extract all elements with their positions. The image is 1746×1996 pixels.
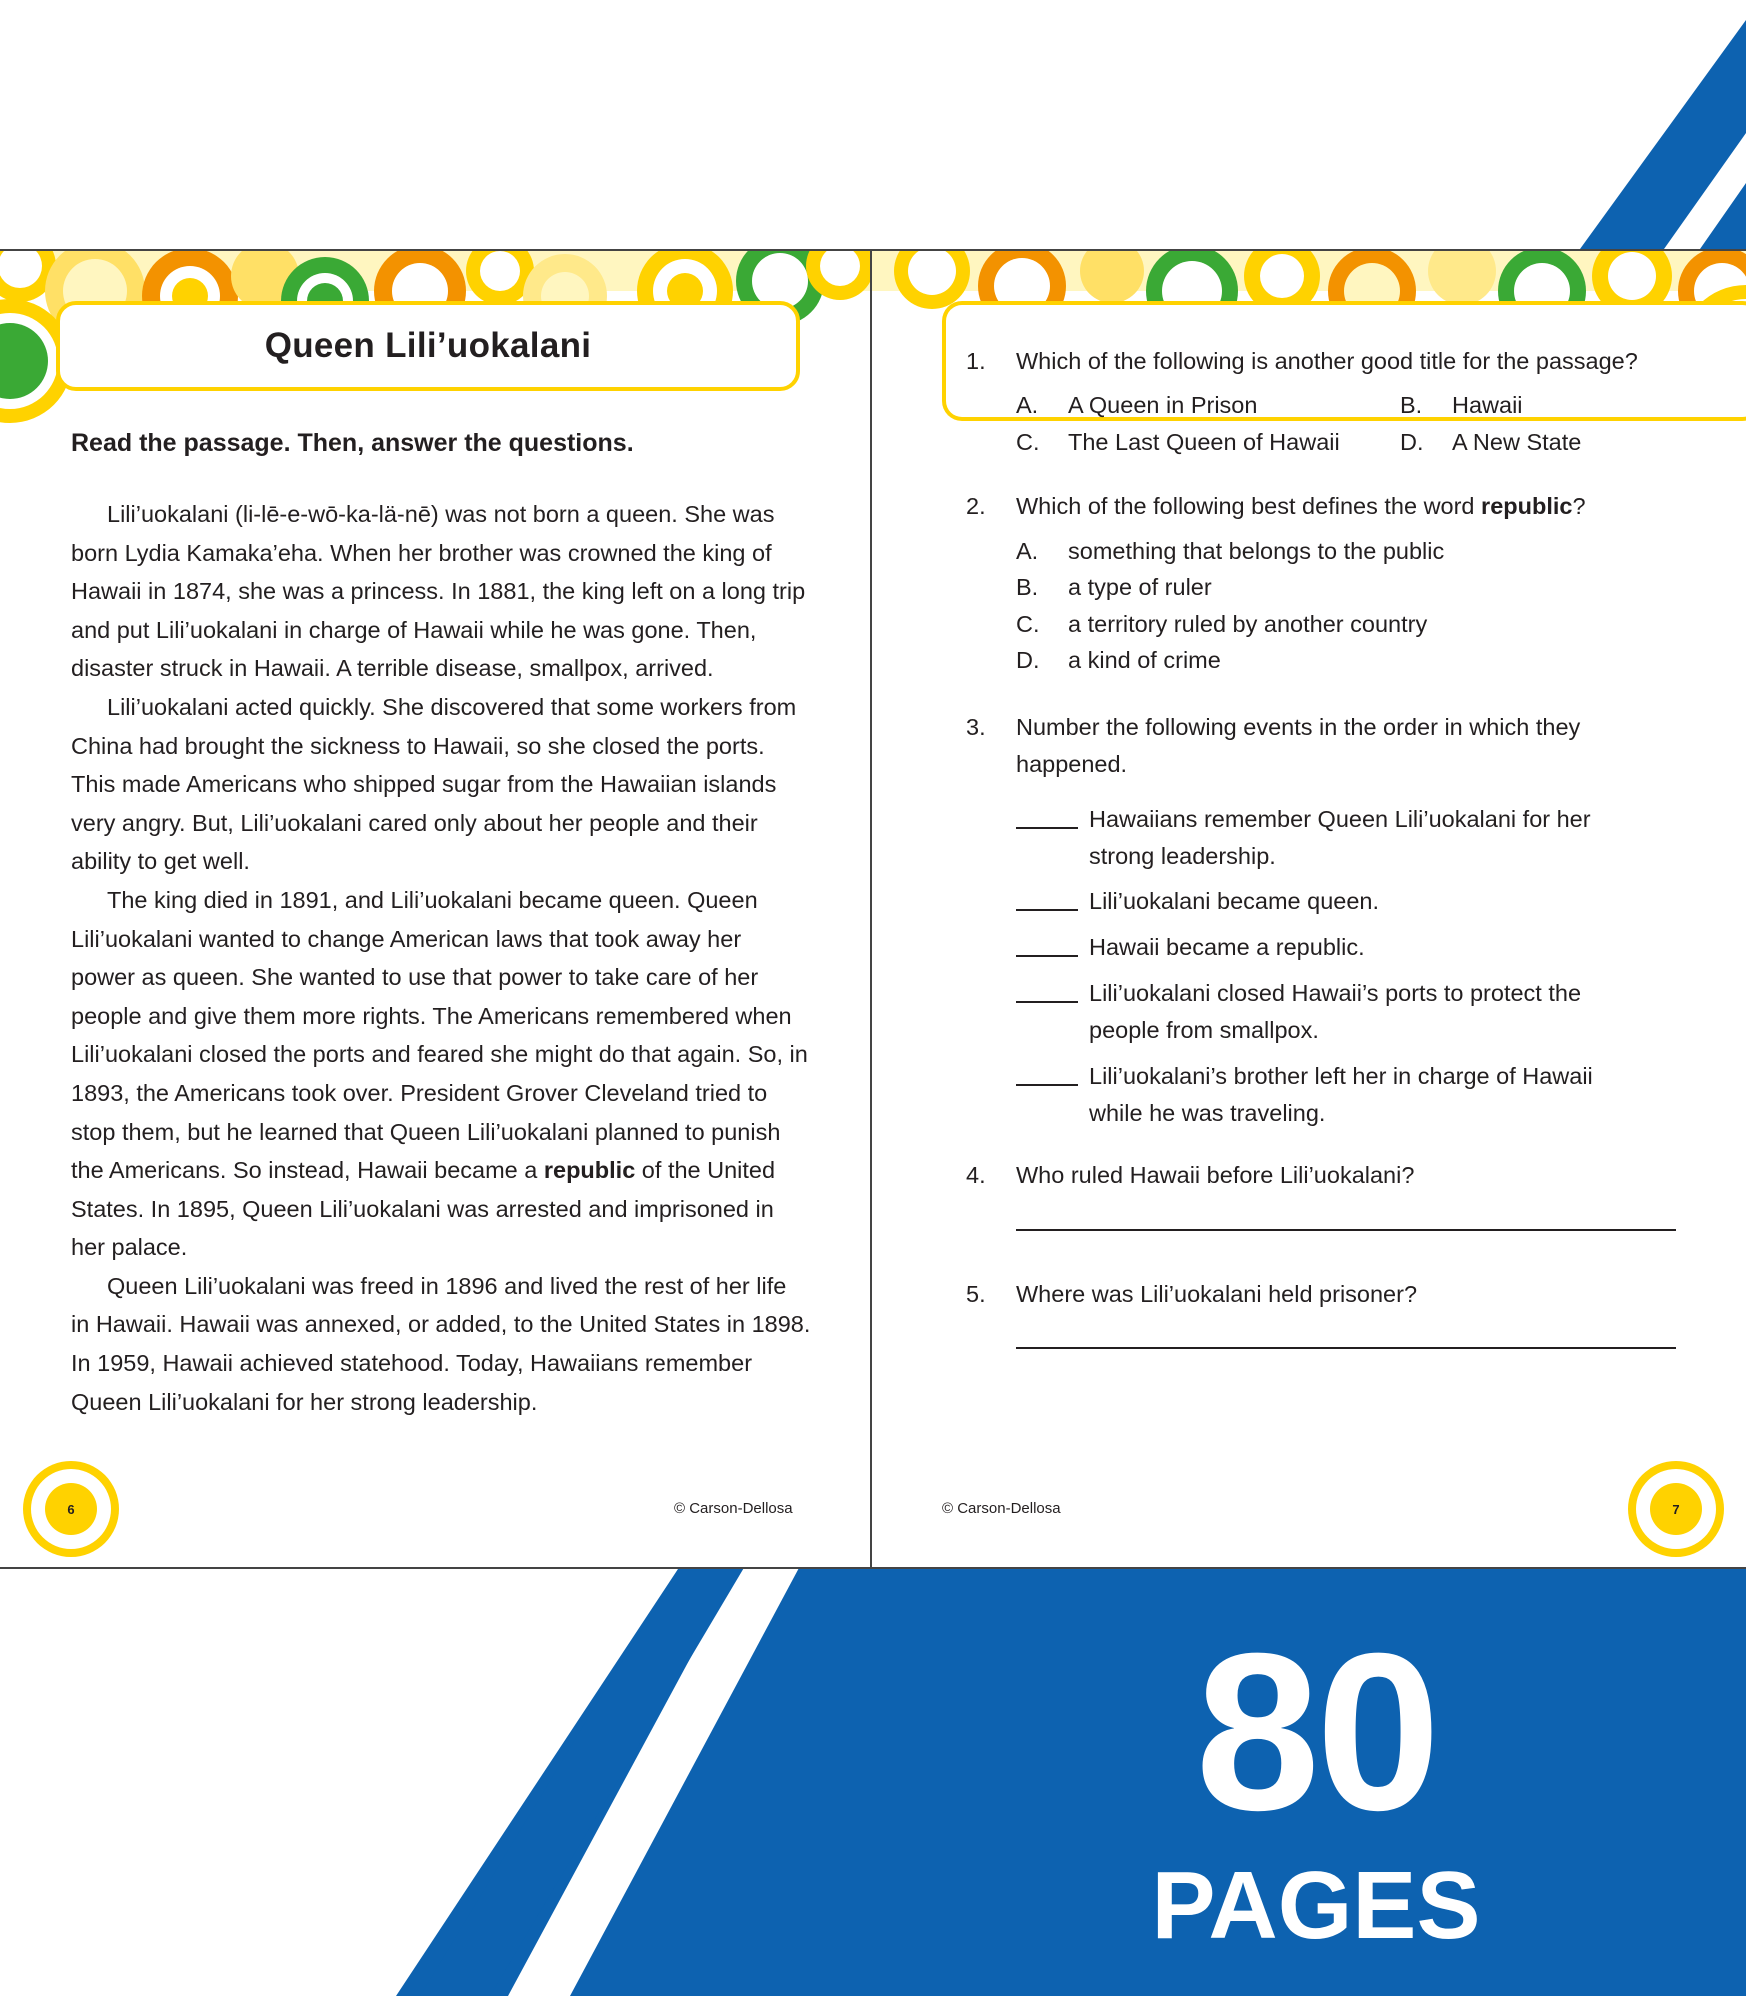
question-2-number: 2.: [966, 493, 986, 519]
question-5-text: Where was Lili’uokalani held prisoner?: [1016, 1281, 1418, 1307]
question-3-text: Number the following events in the order in which they happened.: [1016, 714, 1581, 777]
q2-bold-word: republic: [1481, 493, 1573, 519]
option-text: a type of ruler: [1068, 574, 1212, 600]
paragraph-3-text-b: of the United States. In 1895, Queen Lili’uokalani was arrested and imprisoned in her palace.: [71, 1157, 776, 1261]
q2-text-a: Which of the following best defines the word: [1016, 493, 1482, 519]
passage-paragraph-1: Lili’uokalani (li-lē-e-wō-ka-lä-nē) was not born a queen. She was born Lydia Kamaka’eha. When her brother was crowned the king of Hawaii in 1874, she was a princess. In 1881, the king left on a long trip and put Lili’uokalani in charge of Hawaii while he was gone. Then, disaster struck in Hawaii. A terrible disease, smallpox, arrived.: [71, 501, 806, 682]
page-count-label: PAGES: [1151, 1852, 1481, 1959]
option-text: The Last Queen of Hawaii: [1068, 429, 1340, 455]
option-text: A Queen in Prison: [1068, 392, 1258, 418]
option-text: A New State: [1452, 429, 1582, 455]
option-text: a kind of crime: [1068, 647, 1221, 673]
question-1-text: Which of the following is another good title for the passage?: [1016, 348, 1638, 374]
option-letter: B.: [1016, 574, 1039, 600]
question-1-number: 1.: [966, 348, 986, 374]
page-number-badge-right: [1628, 1461, 1724, 1557]
copyright-left: © Carson-Dellosa: [674, 1500, 793, 1517]
question-4-text: Who ruled Hawaii before Lili’uokalani?: [1016, 1162, 1415, 1188]
option-text: Hawaii: [1452, 392, 1523, 418]
question-3-number: 3.: [966, 714, 986, 740]
option-letter: C.: [1016, 611, 1040, 637]
q1-option-d[interactable]: [1400, 427, 1581, 457]
passage-paragraph-2: Lili’uokalani acted quickly. She discovered that some workers from China had brought the sickness to Hawaii, so she closed the ports. This made Americans who shipped sugar from the Hawaiian islands very angry. But, Lili’uokalani cared only about her people and their ability to get well.: [71, 693, 797, 875]
answer-blank[interactable]: [1016, 975, 1078, 1003]
q1-option-a[interactable]: [1016, 390, 1257, 420]
page-number-right: 7: [1650, 1483, 1702, 1535]
title-box: [56, 301, 800, 391]
option-letter: A.: [1016, 538, 1039, 564]
paragraph-3-text-a: The king died in 1891, and Lili’uokalani became queen. Queen Lili’uokalani wanted to change American laws that took away her power as queen. She wanted to use that power to take care of her people and give them more rights. The Americans remembered when Lili’uokalani closed the ports and feared she might do that again. So, in 1893, the Americans took over. President Grover Cleveland tried to stop them, but he learned that Queen Lili’uokalani planned to punish the Americans. So instead, Hawaii became a: [71, 886, 808, 1184]
answer-blank[interactable]: [1016, 883, 1078, 911]
passage: [71, 495, 811, 1421]
passage-paragraph-3: [71, 881, 811, 1267]
q2-option-b[interactable]: [1016, 572, 1212, 602]
question-2-text: [1016, 488, 1696, 525]
instructions: Read the passage. Then, answer the questions.: [71, 429, 634, 457]
option-letter: D.: [1016, 647, 1040, 673]
option-letter: C.: [1016, 429, 1040, 455]
event-text: Hawaii became a republic.: [1089, 934, 1365, 960]
q2-option-a[interactable]: [1016, 536, 1444, 566]
answer-blank[interactable]: [1016, 929, 1078, 957]
answer-blank[interactable]: [1016, 801, 1078, 829]
passage-paragraph-4: Queen Lili’uokalani was freed in 1896 and lived the rest of her life in Hawaii. Hawaii was annexed, or added, to the United States in 1898. In 1959, Hawaii achieved statehood. Today, Hawaiians remember Queen Lili’uokalani for her strong leadership.: [71, 1272, 811, 1415]
q1-option-c[interactable]: [1016, 427, 1340, 457]
q2-option-d[interactable]: [1016, 645, 1221, 675]
option-letter: D.: [1400, 429, 1424, 455]
answer-blank[interactable]: [1016, 1058, 1078, 1086]
left-page: [0, 251, 870, 1567]
q2-option-c[interactable]: [1016, 609, 1427, 639]
q5-answer-line[interactable]: [1016, 1347, 1676, 1349]
question-4-number: 4.: [966, 1162, 986, 1188]
q4-answer-line[interactable]: [1016, 1229, 1676, 1231]
paragraph-3-bold-word: republic: [543, 1157, 636, 1184]
event-text: Lili’uokalani’s brother left her in charge of Hawaii while he was traveling.: [1089, 1063, 1593, 1126]
page-number-badge-left: [23, 1461, 119, 1557]
q1-option-b[interactable]: [1400, 390, 1523, 420]
book-spread: [0, 249, 1746, 1569]
event-text: Lili’uokalani closed Hawaii’s ports to protect the people from smallpox.: [1089, 980, 1582, 1043]
option-text: a territory ruled by another country: [1068, 611, 1428, 637]
q2-text-b: ?: [1572, 493, 1586, 519]
page-number-left: 6: [45, 1483, 97, 1535]
option-text: something that belongs to the public: [1068, 538, 1445, 564]
top-right-stripe: [1580, 20, 1746, 249]
question-5-number: 5.: [966, 1281, 986, 1307]
copyright-right: © Carson-Dellosa: [942, 1500, 1061, 1517]
event-text: Lili’uokalani became queen.: [1089, 888, 1380, 914]
event-text: Hawaiians remember Queen Lili’uokalani for her strong leadership.: [1089, 806, 1591, 869]
page-count-number: 80: [1195, 1607, 1437, 1857]
right-page: [872, 251, 1746, 1567]
top-right-stripe-thin: [1700, 183, 1746, 249]
option-letter: A.: [1016, 392, 1039, 418]
page-title: Queen Lili’uokalani: [264, 326, 592, 365]
option-letter: B.: [1400, 392, 1423, 418]
